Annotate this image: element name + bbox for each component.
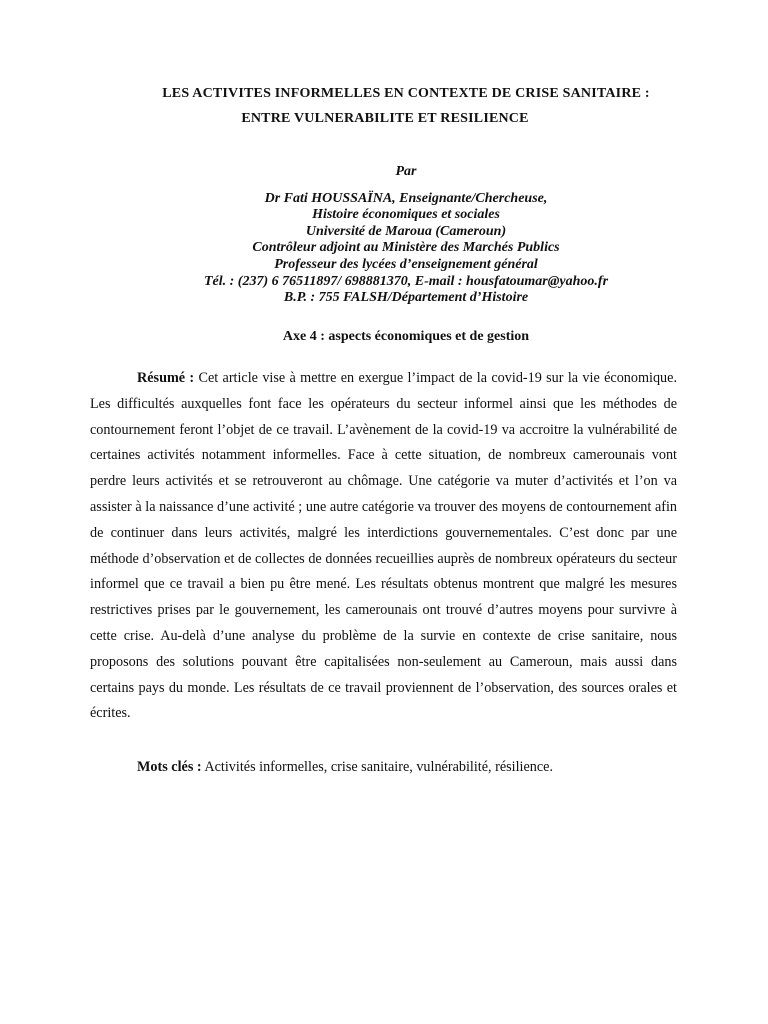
keywords-label: Mots clés : [137, 759, 202, 775]
title-line-1: LES ACTIVITES INFORMELLES EN CONTEXTE DE CRISE SANITAIRE : [162, 86, 650, 101]
abstract-label: Résumé : [137, 370, 195, 386]
axis-heading: Axe 4 : aspects économiques et de gestion [282, 329, 530, 344]
author-position: Contrôleur adjoint au Ministère des Marchés Publics [252, 240, 560, 256]
author-discipline: Histoire économiques et sociales [312, 207, 500, 223]
abstract-text: Cet article vise à mettre en exergue l’impact de la covid-19 sur la vie économique. Les difficultés auxquelles font face les opérateurs du secteur informel ainsi que les méthodes de contournement feront l’objet de ce travail. L’avènement de la covid-19 va accroitre la vulnérabilité de certaines activités notamment informelles. Face à cette situation, de nombreux camerounais vont perdre leurs activités et se retrouveront au chômage. Une catégorie va muter d’activités et l’on va assister à la naissance d’une activité ; une autre catégorie va trouver des moyens de contournement afin de continuer dans leurs activités, malgré les interdictions gouvernementales. C’est donc par une méthode d’observation et de collectes de données recueillies auprès de nombreux opérateurs du secteur informel que ce travail a bien pu être mené. Les résultats obtenus montrent que malgré les mesures restrictives prises par le gouvernement, les camerounais ont trouvé d’autres moyens pour survivre à cette crise. Au-delà d’une analyse du problème de la survie en contexte de crise sanitaire, nous proposons des solutions pouvant être capitalisées non-seulement au Cameroun, mais aussi dans certains pays du monde. Les résultats de ce travail proviennent de l’observation, des sources orales et écrites. [90, 370, 677, 722]
keywords-paragraph [90, 757, 677, 777]
author-contact: Tél. : (237) 6 76511897/ 698881370, E-mail : housfatoumar@yahoo.fr [203, 273, 609, 289]
author-university: Université de Maroua (Cameroun) [305, 223, 507, 239]
author-name: Dr Fati HOUSSAÏNA, Enseignante/Chercheuse, [264, 190, 548, 206]
author-block [100, 164, 712, 307]
author-address: B.P. : 755 FALSH/Département d’Histoire [283, 290, 529, 306]
keywords-text: Activités informelles, crise sanitaire, vulnérabilité, résilience. [204, 759, 554, 775]
author-by-label: Par [395, 164, 417, 179]
author-teaching: Professeur des lycées d’enseignement général [274, 256, 538, 272]
abstract-paragraph [90, 366, 677, 727]
title-line-2: ENTRE VULNERABILITE ET RESILIENCE [241, 111, 529, 126]
